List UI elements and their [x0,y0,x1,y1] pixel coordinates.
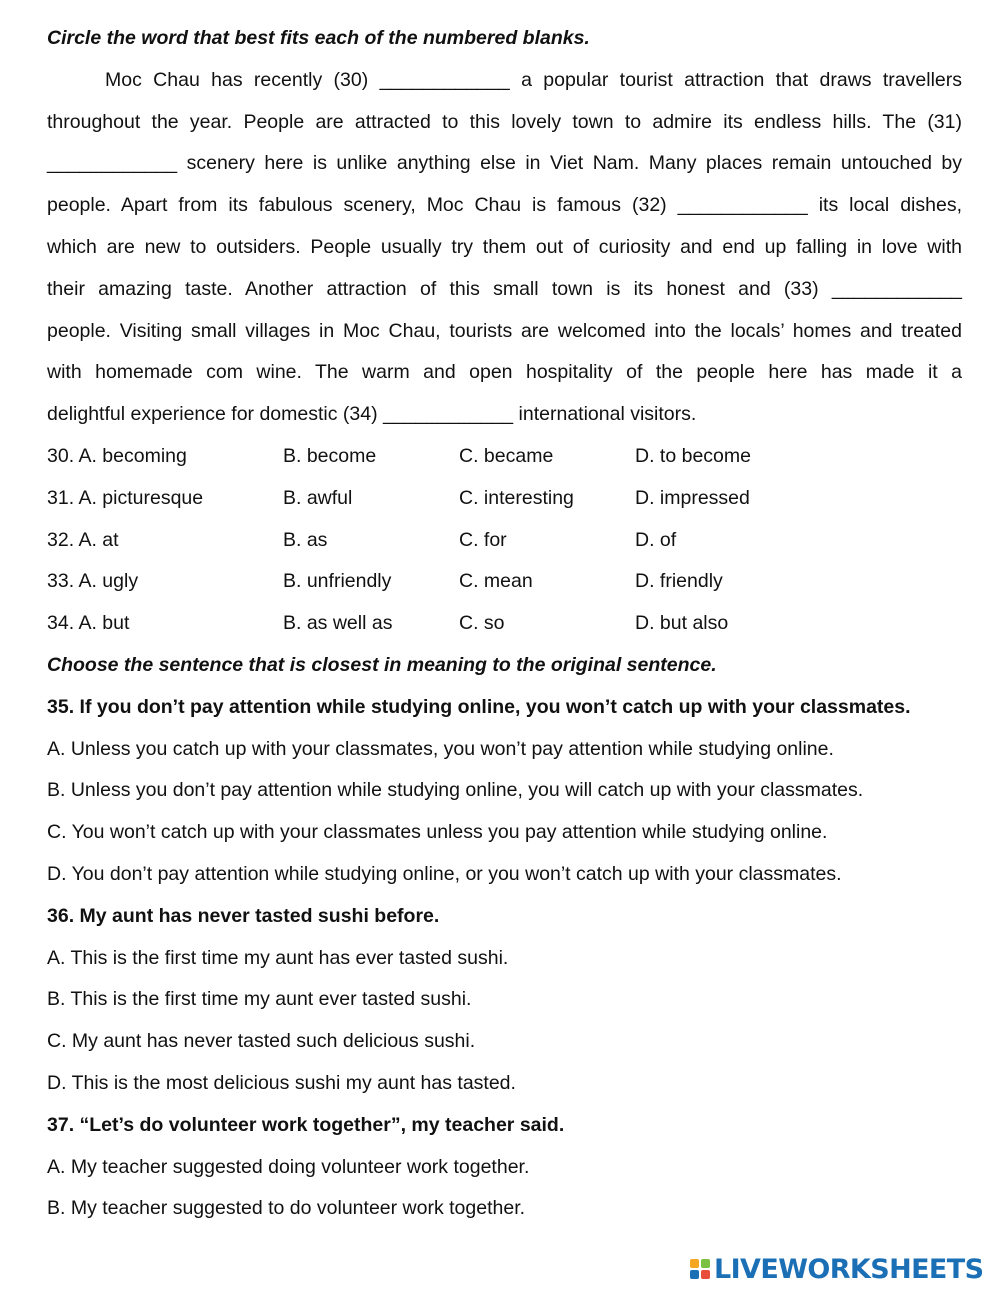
passage-line: people. Apart from its fabulous scenery, Moc Chau is famous (32) ____________ its local dishes, [47,194,962,217]
option-d[interactable]: D. of [635,528,677,551]
question-row-34 [47,603,962,645]
option-b[interactable]: B. become [283,444,377,467]
passage-line: with homemade com wine. The warm and open hospitality of the people here has made it a [47,361,962,384]
answer-option[interactable]: D. This is the most delicious sushi my aunt has tasted. [47,1071,516,1094]
passage-line: delightful experience for domestic (34) ____________ international visitors. [47,403,697,426]
option-d[interactable]: D. friendly [635,570,723,593]
answer-option[interactable]: C. My aunt has never tasted such delicious sushi. [47,1030,476,1053]
option-a[interactable]: 33. A. ugly [47,570,139,593]
question-row-32 [47,520,962,562]
liveworksheets-logo [690,1253,983,1285]
answer-option[interactable]: C. You won’t catch up with your classmates unless you pay attention while studying online. [47,821,828,844]
option-c[interactable]: C. became [459,444,554,467]
answer-option[interactable]: D. You don’t pay attention while studying online, or you won’t catch up with your classmates. [47,862,842,885]
passage-line: people. Visiting small villages in Moc Chau, tourists are welcomed into the locals’ homes and treated [47,319,962,342]
question-37 [47,1105,962,1230]
answer-option[interactable]: A. My teacher suggested doing volunteer work together. [47,1155,530,1178]
liveworksheets-logo-icon [690,1259,710,1279]
passage-line: their amazing taste. Another attraction of this small town is its honest and (33) ____________ [47,277,962,300]
option-d[interactable]: D. impressed [635,486,750,509]
worksheet-page [47,18,962,1230]
question-35 [47,687,962,896]
logo-square [701,1259,710,1268]
passage-line: Moc Chau has recently (30) ____________ a popular tourist attraction that draws travellers [105,68,962,91]
option-b[interactable]: B. awful [283,486,353,509]
question-stem: 37. “Let’s do volunteer work together”, my teacher said. [47,1113,565,1136]
logo-square [690,1270,699,1279]
option-c[interactable]: C. mean [459,570,533,593]
option-a[interactable]: 34. A. but [47,612,130,635]
question-row-30 [47,436,962,478]
answer-option[interactable]: B. Unless you don’t pay attention while studying online, you will catch up with your classmates. [47,779,864,802]
option-a[interactable]: 31. A. picturesque [47,486,204,509]
option-a[interactable]: 30. A. becoming [47,444,187,467]
answer-option[interactable]: A. This is the first time my aunt has ever tasted sushi. [47,946,509,969]
logo-square [690,1259,699,1268]
option-b[interactable]: B. as well as [283,612,393,635]
option-c[interactable]: C. so [459,612,505,635]
option-b[interactable]: B. as [283,528,328,551]
option-d[interactable]: D. to become [635,444,751,467]
option-a[interactable]: 32. A. at [47,528,119,551]
answer-option[interactable]: B. This is the first time my aunt ever tasted sushi. [47,988,472,1011]
question-row-33 [47,561,962,603]
answer-option[interactable]: A. Unless you catch up with your classmates, you won’t pay attention while studying online. [47,737,834,760]
passage-line: ____________ scenery here is unlike anything else in Viet Nam. Many places remain untouched by [47,152,962,175]
option-c[interactable]: C. for [459,528,507,551]
question-stem: 36. My aunt has never tasted sushi before. [47,904,440,927]
logo-text: LIVEWORKSHEETS [714,1253,984,1285]
option-d[interactable]: D. but also [635,612,729,635]
passage-line: throughout the year. People are attracted to this lovely town to admire its endless hills. The (31) [47,110,962,133]
section1-instruction: Circle the word that best fits each of the numbered blanks. [47,27,590,49]
passage-line: which are new to outsiders. People usually try them out of curiosity and end up falling in love with [47,235,962,258]
question-stem: 35. If you don’t pay attention while studying online, you won’t catch up with your classmates. [47,695,911,718]
answer-option[interactable]: B. My teacher suggested to do volunteer work together. [47,1197,526,1220]
passage [47,60,962,436]
option-c[interactable]: C. interesting [459,486,574,509]
question-row-31 [47,478,962,520]
option-b[interactable]: B. unfriendly [283,570,392,593]
cloze-options [47,436,962,645]
question-36 [47,896,962,1105]
section2-instruction: Choose the sentence that is closest in meaning to the original sentence. [47,653,717,676]
logo-square [701,1270,710,1279]
